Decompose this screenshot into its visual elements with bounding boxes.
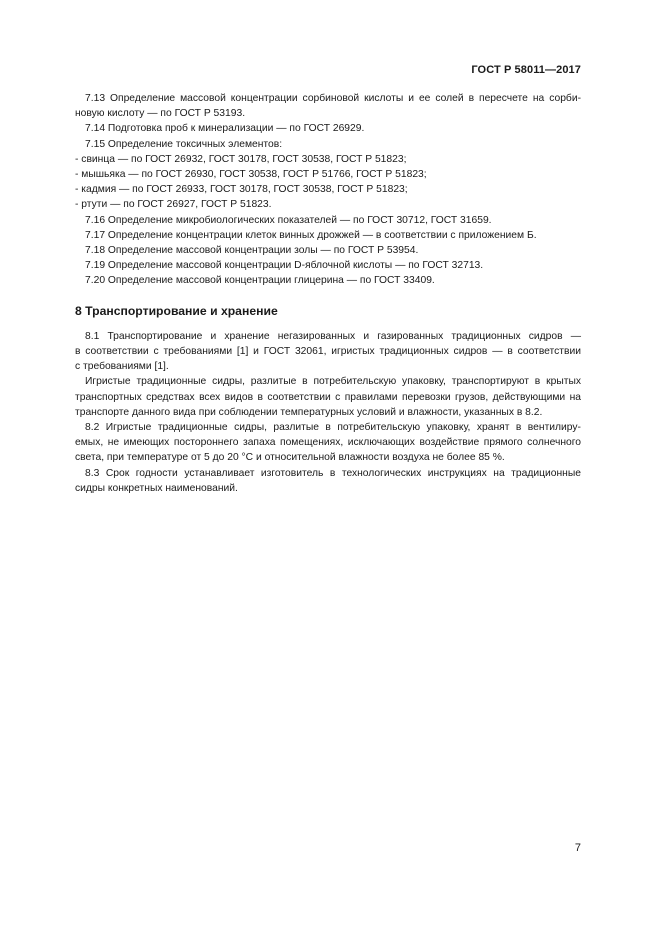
- para-8-1-line-3: с требованиями [1].: [75, 361, 169, 373]
- section-8-paragraph-sparkling: [75, 374, 581, 420]
- item-7-17: 7.17 Определение концентрации клеток винных дрожжей — в соответствии с приложением Б.: [85, 229, 537, 241]
- para-8-1b-line-2: транспортных средствах всех видов в соответствии с правилами перевозки грузов, действующими на: [75, 391, 581, 403]
- section-8-paragraph-8-1: [75, 329, 581, 375]
- item-7-18: 7.18 Определение массовой концентрации золы — по ГОСТ Р 53954.: [85, 245, 419, 257]
- toxic-mercury: - ртути — по ГОСТ 26927, ГОСТ Р 51823.: [75, 199, 272, 211]
- item-7-20: 7.20 Определение массовой концентрации глицерина — по ГОСТ 33409.: [85, 275, 435, 287]
- document-body: [75, 91, 581, 496]
- para-8-2-line-1: 8.2 Игристые традиционные сидры, разлитые в потребительскую упаковку, хранят в вентилиру-: [85, 422, 581, 434]
- section-8-heading: 8 Транспортирование и хранение: [75, 303, 278, 318]
- page-number: 7: [574, 842, 581, 854]
- toxic-lead: - свинца — по ГОСТ 26932, ГОСТ 30178, ГОСТ 30538, ГОСТ Р 51823;: [75, 153, 407, 165]
- item-7-13-line-2: новую кислоту — по ГОСТ Р 53193.: [75, 108, 246, 120]
- item-7-14: 7.14 Подготовка проб к минерализации — по ГОСТ 26929.: [85, 123, 365, 135]
- para-8-1b-line-3: транспорте данного вида при соблюдении температурных условий и влажности, указанных в 8.2.: [75, 406, 543, 418]
- para-8-2-line-2: емых, не имеющих постороннего запаха помещениях, исключающих воздействие прямого солнечного: [75, 437, 581, 449]
- document-header-code: ГОСТ Р 58011—2017: [471, 64, 581, 76]
- item-7-13-line-1: 7.13 Определение массовой концентрации сорбиновой кислоты и ее солей в пересчете на сорби-: [85, 93, 581, 104]
- item-7-16: 7.16 Определение микробиологических показателей — по ГОСТ 30712, ГОСТ 31659.: [85, 214, 492, 226]
- toxic-arsenic: - мышьяка — по ГОСТ 26930, ГОСТ 30538, ГОСТ Р 51766, ГОСТ Р 51823;: [75, 169, 427, 181]
- para-8-3-line-2: сидры конкретных наименований.: [75, 482, 238, 494]
- item-7-15: 7.15 Определение токсичных элементов:: [85, 138, 283, 150]
- section-8-paragraph-8-3: [75, 466, 581, 496]
- para-8-1-line-2: в соответствии с требованиями [1] и ГОСТ 32061, игристых традиционных сидров — в соответствии: [75, 346, 581, 358]
- item-7-19: 7.19 Определение массовой концентрации D-яблочной кислоты — по ГОСТ 32713.: [85, 260, 484, 272]
- para-8-1-line-1: 8.1 Транспортирование и хранение негазированных и газированных традиционных сидров —: [85, 330, 581, 342]
- para-8-1b-line-1: Игристые традиционные сидры, разлитые в потребительскую упаковку, транспортируют в крытых: [85, 376, 581, 388]
- toxic-cadmium: - кадмия — по ГОСТ 26933, ГОСТ 30178, ГОСТ 30538, ГОСТ Р 51823;: [75, 184, 408, 196]
- para-8-2-line-3: света, при температуре от 5 до 20 °С и относительной влажности воздуха не более 85 %.: [75, 452, 505, 464]
- section-7-list: [75, 91, 581, 289]
- para-8-3-line-1: 8.3 Срок годности устанавливает изготовитель в технологических инструкциях на традиционные: [85, 467, 581, 479]
- section-8-paragraph-8-2: [75, 420, 581, 466]
